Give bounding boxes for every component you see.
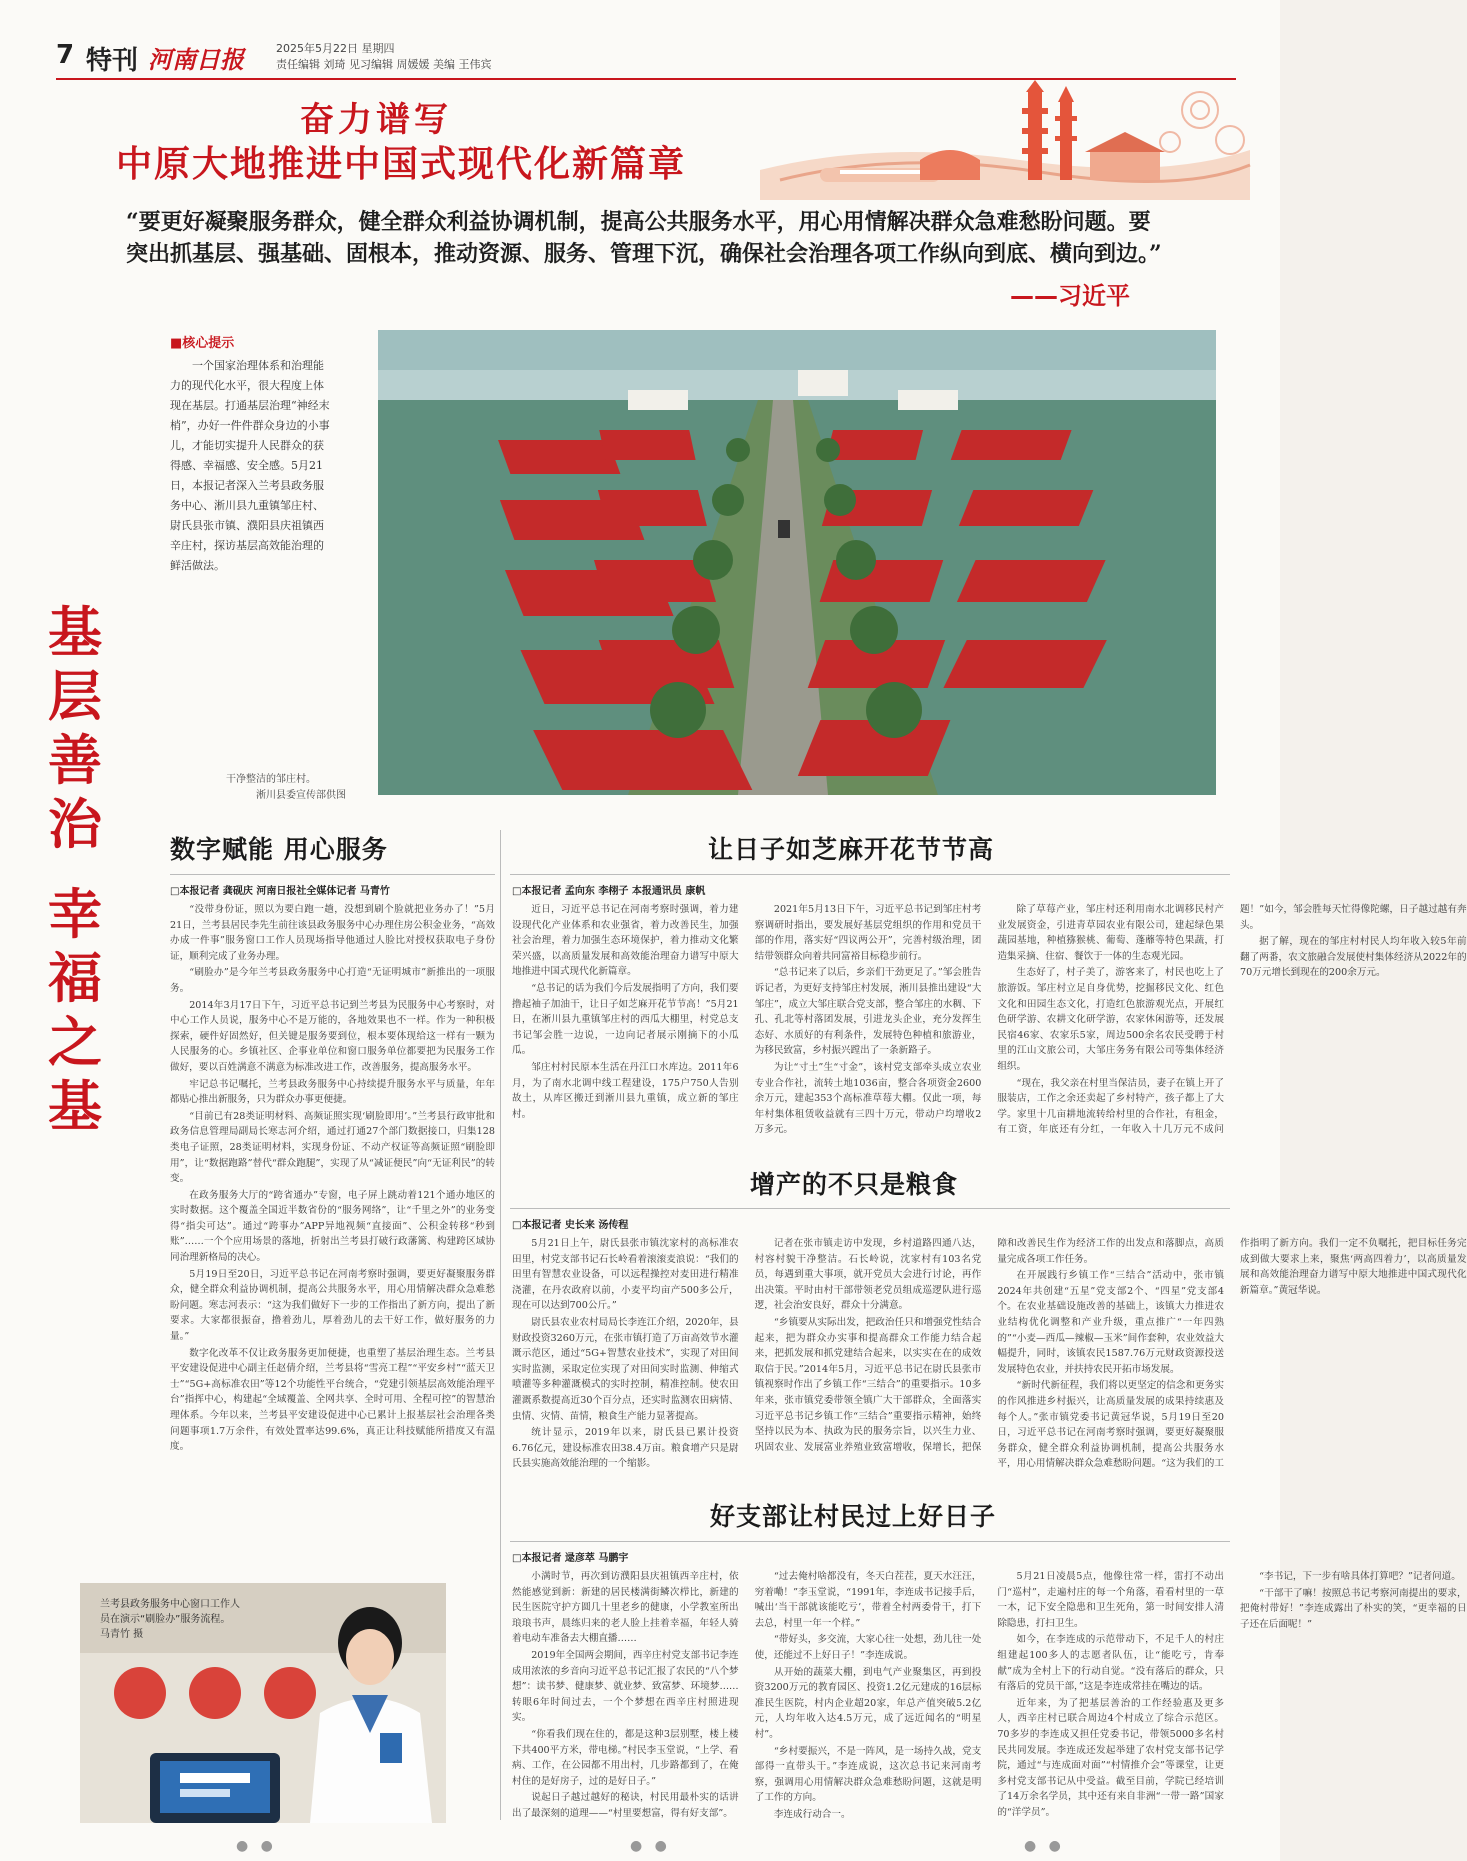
- title-char: 善: [48, 728, 102, 792]
- paragraph: 统计显示，2019年以来，尉氏县已累计投资6.76亿元，建设标准农田38.4万亩。粮食增产只是尉氏县实施高效能治理的一个缩影。: [512, 1427, 739, 1470]
- article-3-rule: [510, 1208, 1230, 1209]
- paragraph: 数字化改革不仅让政务服务更加便捷，也重塑了基层治理生态。兰考县平安建设促进中心副主任赵倩介绍，兰考县将“雪亮工程”“平安乡村”“蓝天卫士”“5G+高标准农田”等12个功能性平台统合，“党建引领基层高效能治理平台”指挥中心，构建起“全域覆盖、全网共享、全时可用、全程可控”的智慧治理体系。今年以来，兰考县平安建设促进中心已累计上报基层社会治理各类问题事项1.7万余件，有效处置率达99.6%，真正让科技赋能所措度又有温度。: [170, 1347, 495, 1453]
- paragraph: 邹庄村村民原本生活在丹江口水库边。2011年6月，为了南水北调中线工程建设，175户750人告别故土，从库区搬迁到淅川县九重镇，成立新的邹庄村。: [512, 1061, 739, 1120]
- paragraph: 2014年3月17日下午，习近平总书记到兰考县为民服务中心考察时，对中心工作人员说，服务中心不是万能的，各地效果也不一样。作为一种积极探索，硬件好固然好，但关键是服务要到位，根本要体现给这一样有一颗为人民服务的心。乡镇社区、企事业单位和窗口服务单位都要把为民服务工作做好，要以百姓满意不满意为标准改进工作，改善服务，提高服务水平。: [170, 999, 495, 1073]
- page-number: 7: [56, 40, 75, 70]
- paragraph: 为让“寸土”生“寸金”，该村党支部牵头成立农业专业合作社，流转土地1036亩，整合各项资金2600余万元，建起353个高标准草莓大棚。仅此一项，每年村集体租赁收益就有三四十万元，带动户均增收2万多元。: [754, 1061, 982, 1136]
- title-char: 福: [48, 946, 102, 1010]
- title-char: 幸: [48, 882, 102, 946]
- paragraph: 除了草莓产业，邹庄村还利用南水北调移民村产业发展资金，引进青草园农业有限公司，建起绿色果蔬园基地，种植猕猴桃、葡萄、蓬蘼等特色果蔬，打造集采摘、住宿、餐饮于一体的生态观光园。: [997, 904, 1224, 962]
- title-gap: [40, 856, 110, 882]
- paragraph: “过去俺村啥都没有，冬天白茬茬，夏天水汪汪，穷着嘞！”李玉堂说，“1991年，李连成书记接手后，喊出‘当干部就该能吃亏’，带着全村两委骨干，打下去总，村里一年一个样。”: [754, 1571, 982, 1629]
- paragraph: 2019年全国两会期间，西辛庄村党支部书记李连成用浓浓的乡音向习近平总书记汇报了农民的“八个梦想”：读书梦、健康梦、就业梦、致富梦、环境梦……转眼6年时间过去，一个个梦想在西辛庄村照进现实。: [512, 1649, 739, 1724]
- small-photo-caption-text: 兰考县政务服务中心窗口工作人员在演示“刷脸办”服务流程。: [100, 1599, 240, 1625]
- article-2-rule: [510, 874, 1230, 875]
- article-1-byline: □本报记者 龚砚庆 河南日报社全媒体记者 马青竹: [170, 886, 390, 897]
- date-line: 2025年5月22日 星期四: [276, 42, 395, 55]
- paragraph: 近日，习近平总书记在河南考察时强调，着力建设现代化产业体系和农业强省，着力改善民生，加强社会治理，着力加强生态环境保护，着力推动文化繁荣兴盛，以高质量发展和高效能治理奋力谱写中原大地推进中国式现代化新篇章。: [512, 904, 739, 978]
- paragraph: 尉氏县农业农村局局长李连江介绍，2020年，县财政投资3260万元，在张市镇打造了万亩高效节水灌溉示范区，通过“5G+智慧农业技术”，实现了对田间实时监测，采取定位实现了对田间实时监测、伸缩式喷灌等多种灌溉模式的实时控制，精准控制。使农田灌溉系数提高近30个百分点，还实时监测农田病情、虫情、灾情、苗情，粮食生产能力显著提高。: [512, 1316, 739, 1422]
- leader-quote: “要更好凝聚服务群众，健全群众利益协调机制，提高公共服务水平，用心用情解决群众急难愁盼问题。要突出抓基层、强基础、固根本，推动资源、服务、管理下沉，确保社会治理各项工作纵向到底、横向到边。”: [126, 209, 1162, 267]
- article-1-rule: [170, 874, 495, 875]
- title-char: 治: [48, 792, 102, 856]
- paragraph: “总书记来了以后，乡亲们干劲更足了。”邹会胜告诉记者，为更好支持邹庄村发展，淅川县推出建设“大邹庄”，成立大邹庄联合党支部，整合邹庄的水稠、下孔、孔北等村落团发展，引进龙头企业，充分发挥生态好、水质好的有利条件，发展特色种植和旅游业，为移民致富，乡村振兴蹚出了一条新路子。: [754, 967, 982, 1057]
- paragraph: “没带身份证，照以为要白跑一趟，没想到刷个脸就把业务办了！”5月21日，兰考县居民李先生前往该县政务服务中心办理住房公积金业务，“高效办成一件事”服务窗口工作人员现场指导他通过人脸比对授权获取电子身份证，顺利完成了业务办理。: [170, 904, 495, 962]
- article-4-title: 好支部让村民过上好日子: [710, 1502, 997, 1531]
- paragraph: 说起日子越过越好的秘诀，村民用最朴实的话讲出了最深刻的道理——“村里要想富，得有好支部”。: [512, 1792, 739, 1819]
- article-4-body: [512, 1569, 1467, 1827]
- page-header: [56, 40, 1236, 74]
- paragraph: 在政务服务大厅的“跨省通办”专窗，电子屏上跳动着121个通办地区的实时数据。这个覆盖全国近半数省份的“服务网络”，让“千里之外”的业务变得“指尖可达”。通过“跨事办”APP异地视频“直接面”、公积金转移“秒到账”……一个个应用场景的落地，折射出兰考县打破行政藩篱、构建跨区域协同治理新格局的决心。: [170, 1189, 495, 1264]
- paragraph: 在开展践行乡镇工作“三结合”活动中，张市镇2024年共创建“五星”党支部2个、“四星”党支部4个。在农业基础设施改善的基础上，该镇大力推进农业结构优化调整和产业升级，重点推广“一年四熟的”“小麦—西瓜—辣椒—玉米”间作套种，农业效益大幅提升，同时，该镇农民1587.76万元财政资源投送发展特色农业，并扶持农民开拓市场发展。: [997, 1270, 1224, 1375]
- paragraph: 2021年5月13日下午，习近平总书记到邹庄村考察调研时指出，要发展好基层党组织的作用和党员干部的作用，落实好“四议两公开”，完善村级治理，团结带领群众向着共同富裕目标稳步前行。: [754, 904, 982, 962]
- banner-title-line1: 奋力谱写: [300, 100, 452, 140]
- title-char: 基: [48, 600, 102, 664]
- column-divider: [500, 830, 501, 1820]
- paragraph: 小满时节，再次到访濮阳县庆祖镇西辛庄村，依然能感觉到新：新建的居民楼满街鳞次栉比，新建的民生医院守护方圆几十里老乡的健康，小学教室所出琅琅书声，晨练归来的老人脸上挂着幸福，年轻人骑着电动车准备去大棚直播……: [512, 1571, 739, 1645]
- paragraph: 5月21日凌晨5点，他像往常一样，雷打不动出门“巡村”，走遍村庄的每一个角落，看看村里的一草一木，记下安全隐患和卫生死角，第一时间安排人清除隐患，打扫卫生。: [997, 1571, 1224, 1629]
- paragraph: “总书记的话为我们今后发展指明了方向，我们要撸起袖子加油干，让日子如芝麻开花节节高！”5月21日，在淅川县九重镇邹庄村的西瓜大棚里，村党总支书记邹会胜一边说，一边向记者展示刚摘下的小瓜瓜。: [512, 982, 739, 1057]
- article-3-byline: □本报记者 史长来 汤传程: [512, 1220, 629, 1231]
- paragraph: 记者在张市镇走访中发现，乡村道路四通八达，村容村貌干净整洁。石长岭说，沈家村有103名党员，每遇到重大事项，就开党员大会进行讨论，再作出决策。平时由村干部带领老党员组成巡逻队进行巡逻，社会治安良好，群众十分满意。: [754, 1238, 982, 1312]
- summary-heading: ■核心提示: [170, 336, 235, 351]
- summary-text: 一个国家治理体系和治理能力的现代化水平，很大程度上体现在基层。打通基层治理“神经末梢”，办好一件件群众身边的小事儿，才能切实提升人民群众的获得感、幸福感、安全感。5月21日，本报记者深入兰考县政务服务中心、淅川县九重镇邹庄村、尉氏县张市镇、濮阳县庆祖镇西辛庄村，探访基层高效能治理的鲜活做法。: [170, 359, 330, 572]
- photo-credit: 淅川县委宣传部供图: [256, 790, 346, 801]
- article-3-title: 增产的不只是粮食: [750, 1170, 959, 1199]
- paragraph: “乡镇要从实际出发，把政治任只和增强党性结合起来，把为群众办实事和提高群众工作能力结合起来，把抓发展和抓党建结合起来，以实实在在的成效取信于民。”2014年5月，习近平总书记在尉氏县张市镇视察时作出了乡镇工作“三结合”的重要指示。10多年来，张市镇党委带领全镇广大干部群众，全面落实习近平总书记乡镇工作“三结合”重要指示精神，始终坚持以民为本、执政为民的服务宗旨，以兴生力业、巩固农业、发展富业养殖业致富增收，保增长，把保障和改善民生作为经济工作的出发点和落脚点，高质量完成各项工作任务。: [754, 1238, 1224, 1453]
- article-2-body: [512, 902, 1467, 1152]
- article-1-body: [170, 902, 495, 1530]
- paragraph: “现在，我父亲在村里当保洁员，妻子在镇上开了服装店，工作之余还卖起了乡村特产，孩子都上了大学。家里十几亩耕地流转给村里的合作社，有租金，有工资，年底还有分红，一年收入十几万元不成问题！”如今，邹会胜每天忙得像陀螺，日子越过越有奔头。: [997, 904, 1467, 1136]
- vertical-feature-title: [40, 600, 110, 1138]
- paragraph: “干部干了嘛！按照总书记考察河南提出的要求，把俺村带好！”李连成露出了朴实的笑，“更幸福的日子还在后面呢！”: [1239, 1587, 1467, 1630]
- article-4-rule: [510, 1541, 1230, 1542]
- paragraph: “新时代新征程，我们将以更坚定的信念和更务实的作风推进乡村振兴，让高质量发展的成果持续惠及每个人。”张市镇党委书记黄冠华说，5月19日至20日，习近平总书记在河南考察时强调，要更好凝聚服务群众，健全群众利益协调机制，提高公共服务水平，用心用情解决群众急难愁盼问题。“这为我们的工作指明了新方向。我们一定不负嘱托，把目标任务完成到做大要求上来，聚焦‘两高四着力’，以高质量发展和高效能治理奋力谱写中原大地推进中国式现代化新篇章。”黄冠华说。: [997, 1238, 1467, 1470]
- article-2-title: 让日子如芝麻开花节节高: [708, 835, 995, 864]
- small-photo-caption: [100, 1597, 240, 1642]
- village-aerial-photo: [378, 330, 1216, 795]
- paragraph: 近年来，为了把基层善治的工作经验惠及更多人，西辛庄村已联合周边4个村成立了综合示范区。70多岁的李连成又担任党委书记，带领5000多名村民共同发展。李连成还发起举建了农村党支部书记学院，通过“与连成面对面”“村情推介会”等课堂，让更多村党支部书记从中受益。截至目前，学院已经培训了14万余名学员，其中还有来自非洲“一带一路”国家的“洋学员”。: [997, 1697, 1224, 1818]
- paragraph: 据了解，现在的邹庄村村民人均年收入较5年前翻了两番，农文旅融合发展使村集体经济从2022年的70万元增长到现在的200余万元。: [1239, 936, 1467, 979]
- photo-caption: 干净整洁的邹庄村。: [226, 774, 316, 785]
- small-photo-credit: 马青竹 摄: [100, 1629, 144, 1640]
- paragraph: 5月21日上午，尉氏县张市镇沈家村的高标准农田里，村党支部书记石长岭看着滚滚麦浪说：“我们的田里有智慧农业设备，可以远程操控对麦田进行精准浇灌，在丹农政府以前，小麦平均亩产500多公斤，现在可以达到700公斤。”: [512, 1238, 739, 1312]
- title-char: 之: [48, 1010, 102, 1074]
- banner-landmark-illustration: [760, 80, 1250, 200]
- section-name: 特刊: [86, 46, 139, 76]
- article-4-byline: □本报记者 逯彦萃 马鹏宇: [512, 1553, 629, 1564]
- paragraph: “目前已有28类证明材料、高频证照实现‘刷脸即用’。”兰考县行政审批和政务信息管理局副局长寒志河介绍，通过打通27个部门数据接口，归集128类电子证照，28类证明材料，实现身份证、不动产权证等高频证照“刷脸即用”，让“数据跑路”替代“群众跑腿”，实现了从“减证便民”向“无证利民”的转变。: [170, 1110, 495, 1185]
- page-nav-dots-3[interactable]: ● ●: [1024, 1838, 1065, 1854]
- page-nav-dots-1[interactable]: ● ●: [236, 1838, 277, 1854]
- article-2-byline: □本报记者 孟向东 李栩子 本报通讯员 康帆: [512, 886, 706, 897]
- paragraph: “李书记，下一步有啥具体打算吧？”记者问道。: [1259, 1571, 1461, 1582]
- quote-author: ——习近平: [1010, 282, 1130, 310]
- title-char: 基: [48, 1074, 102, 1138]
- paragraph: “刷脸办”是今年兰考县政务服务中心打造“无证明城市”新推出的一项服务。: [170, 967, 495, 994]
- paper-logo: 河南日报: [148, 45, 244, 74]
- paragraph: 生态好了，村子美了，游客来了，村民也吃上了旅游饭。邹庄村立足自身优势，挖掘移民文化、红色文化和田园生态文化，打造红色旅游观光点，开展红色研学游、农耕文化研学游，农家休闲游等，还发展民宿46家、农家乐5家，周边500余名农民受聘于村里的江山文旅公司，大邹庄务务有限公司等集体经济组织。: [997, 967, 1224, 1072]
- paragraph: “带好头，多交流，大家心往一处想，劲儿往一处使，还能过不上好日子！”李连成说。: [754, 1634, 982, 1661]
- article-3-body: [512, 1236, 1467, 1486]
- banner-title-line2: 中原大地推进中国式现代化新篇章: [116, 144, 687, 185]
- paragraph: “你看我们现在住的，都是这种3层别墅，楼上楼下共400平方米，带电梯。”村民李玉堂说，“上学、看病、工作，在公园都不用出村，几步路都到了，在俺村住的是好房子，过的是好日子。”: [512, 1728, 739, 1787]
- paragraph: “乡村要振兴，不是一阵风，是一场持久战，党支部得一直带头干。”李连成说，这次总书记来河南考察，强调用心用情解决群众急难愁盼问题，这就是明了工作的方向。: [754, 1745, 982, 1804]
- editors-line: 责任编辑 刘琦 见习编辑 周媛媛 美编 王伟宾: [276, 58, 492, 71]
- article-1-title: 数字赋能 用心服务: [170, 835, 388, 864]
- page-nav-dots-2[interactable]: ● ●: [630, 1838, 671, 1854]
- paragraph: 李连成行动合一。: [773, 1808, 851, 1820]
- title-char: 层: [48, 664, 102, 728]
- paragraph: 5月19日至20日，习近平总书记在河南考察时强调，要更好凝聚服务群众，健全群众利益协调机制，提高公共服务水平，用心用情解决群众急难愁盼问题。寒志河表示：“这为我们做好下一步的工作指出了新方向，提出了新要求。大家都很振奋，撸着劲儿，厚着劲儿的去干好工作，做好服务的力量。”: [170, 1268, 495, 1343]
- service-center-photo: [80, 1583, 446, 1823]
- village-aerial-illustration: [378, 330, 1216, 795]
- paragraph: 牢记总书记嘱托，兰考县政务服务中心持续提升服务水平与质量，年年都贴心推出新服务，只为群众办事更便捷。: [170, 1078, 495, 1106]
- paragraph: 从开始的蔬菜大棚，到电气产业聚集区，再到投资3200万元的教育园区、投资1.2亿元建成的16层标准民生医院，村内企业超20家，年总产值突破5.2亿元，人均年收入达4.5万元，成了远近闻名的“明星村”。: [754, 1666, 982, 1740]
- paragraph: 如今，在李连成的示范带动下，不足千人的村庄组建起100多人的志愿者队伍，让“能吃亏，肯奉献”成为全村上下的行动自觉。“没有落后的群众，只有落后的党员干部，”这是李连成常挂在嘴边的话。: [997, 1634, 1224, 1693]
